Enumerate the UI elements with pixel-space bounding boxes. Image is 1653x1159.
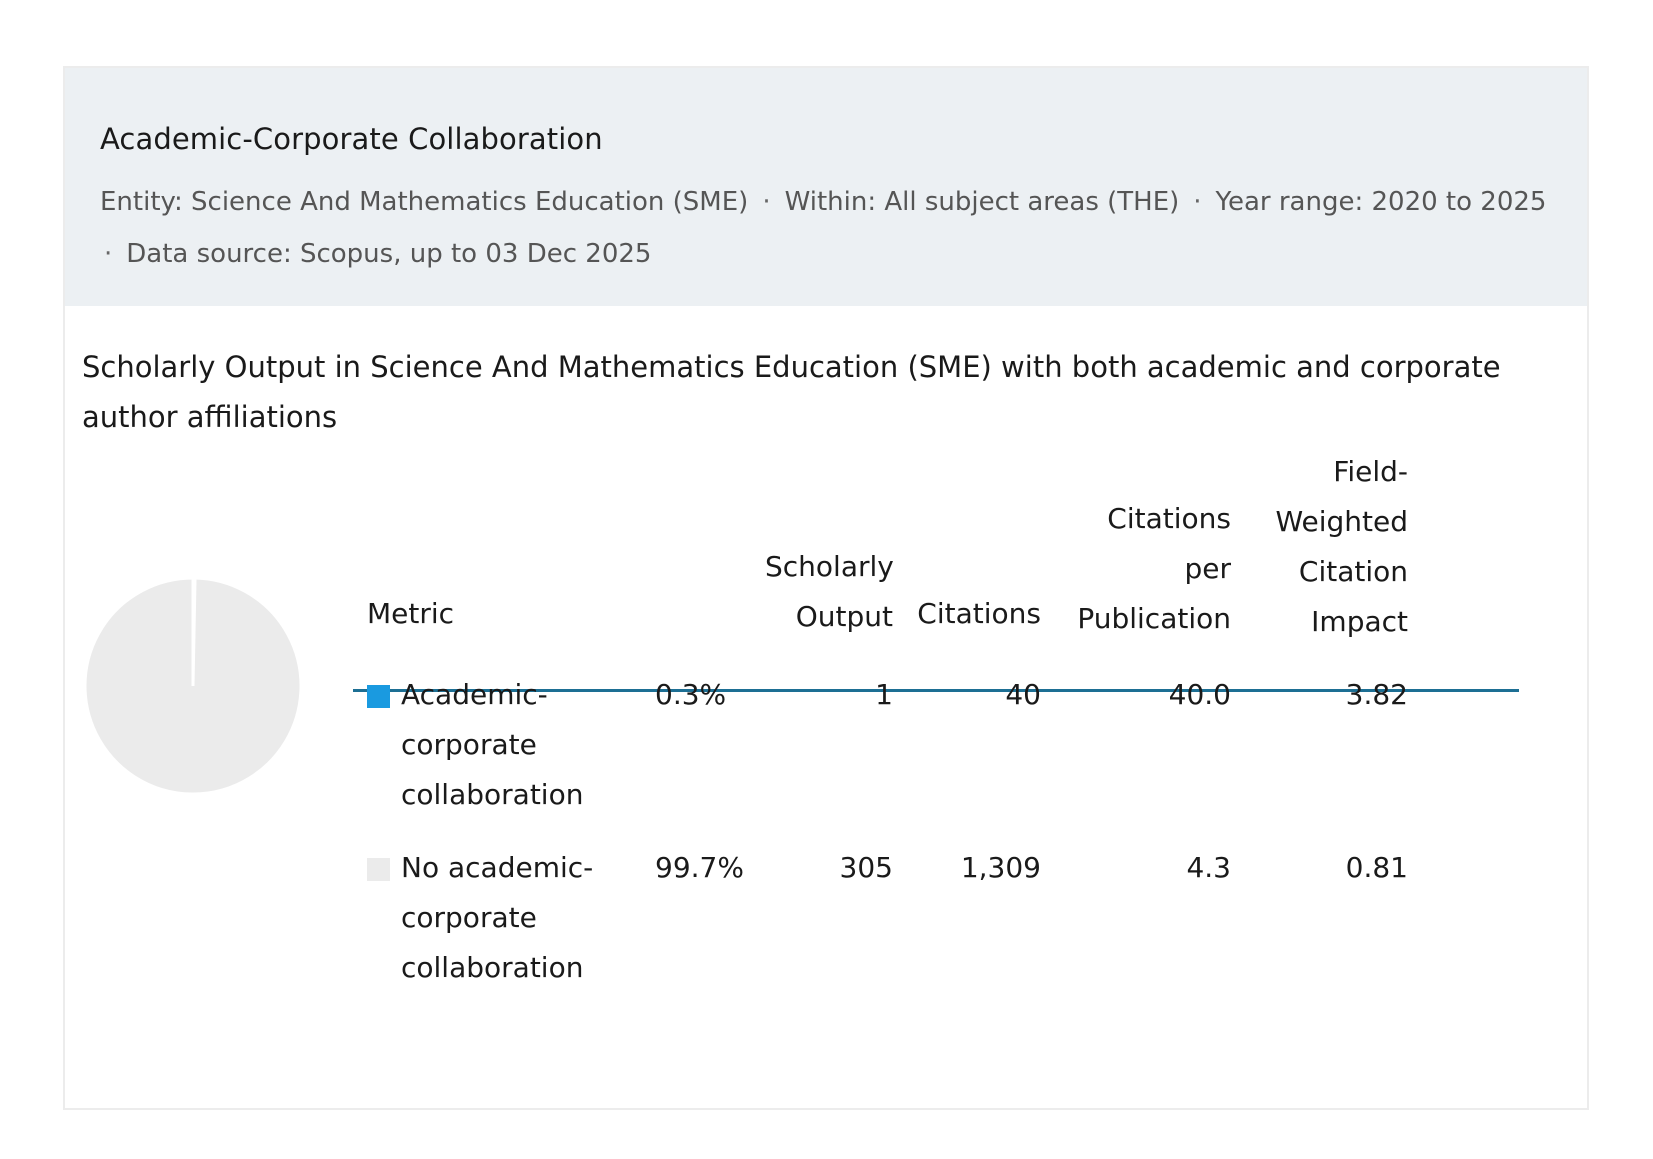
- metric-label-text: corporate: [401, 728, 537, 761]
- metric-label-text: collaboration: [401, 778, 584, 811]
- fwci-cell: 3.82: [1345, 678, 1408, 711]
- pie-chart: [83, 576, 303, 796]
- column-header-text: Publication: [1077, 602, 1231, 635]
- column-header-citations-per-publication: [1065, 494, 1231, 644]
- citations-per-publication-cell: 40.0: [1168, 678, 1231, 711]
- column-header-scholarly-output: [765, 542, 893, 642]
- meta-separator: ·: [104, 239, 113, 269]
- meta-info: [100, 176, 1560, 280]
- metric-label-text: collaboration: [401, 951, 584, 984]
- pie-slice-1[interactable]: [85, 578, 301, 794]
- share-cell: 0.3%: [655, 678, 727, 711]
- column-header-text: Field-: [1333, 455, 1408, 488]
- column-header-text: Weighted: [1275, 505, 1408, 538]
- metric-label-text: corporate: [401, 901, 537, 934]
- citations-cell: 1,309: [960, 851, 1041, 884]
- chart-subtitle: Scholarly Output in Science And Mathematics Education (SME) with both academic and corporate author affiliations: [82, 350, 1501, 434]
- column-header-fwci: [1245, 447, 1408, 647]
- column-header-text: Scholarly: [765, 550, 894, 583]
- column-header-text: Citations: [1107, 502, 1231, 535]
- column-header-metric: Metric: [367, 597, 455, 630]
- column-header-text: Impact: [1311, 605, 1408, 638]
- card-title: Academic-Corporate Collaboration: [100, 122, 603, 156]
- meta-separator: ·: [1193, 187, 1202, 217]
- collaboration-card: [63, 66, 1589, 1110]
- legend-swatch-no-academic-corporate: [367, 858, 390, 881]
- meta-separator: ·: [762, 187, 771, 217]
- meta-within: Within: All subject areas (THE): [784, 187, 1180, 217]
- metric-label-text: Academic-: [401, 678, 548, 711]
- citations-per-publication-cell: 4.3: [1186, 851, 1231, 884]
- scholarly-output-cell: 305: [839, 851, 893, 884]
- legend-swatch-academic-corporate: [367, 685, 390, 708]
- card-header: [65, 68, 1587, 306]
- citations-cell: 40: [1005, 678, 1041, 711]
- column-header-citations: Citations: [917, 597, 1041, 630]
- share-cell: 99.7%: [655, 851, 744, 884]
- metric-label-no-academic-corporate: [401, 843, 631, 993]
- column-header-text: per: [1184, 552, 1231, 585]
- scholarly-output-cell: 1: [875, 678, 893, 711]
- meta-year-range: Year range: 2020 to 2025: [1215, 187, 1547, 217]
- fwci-cell: 0.81: [1345, 851, 1408, 884]
- column-header-text: Output: [795, 600, 893, 633]
- metric-label-academic-corporate: [401, 670, 631, 820]
- column-header-text: Citation: [1298, 555, 1408, 588]
- meta-entity: Entity: Science And Mathematics Education (SME): [100, 187, 749, 217]
- metric-label-text: No academic-: [401, 851, 594, 884]
- meta-data-source: Data source: Scopus, up to 03 Dec 2025: [126, 239, 652, 269]
